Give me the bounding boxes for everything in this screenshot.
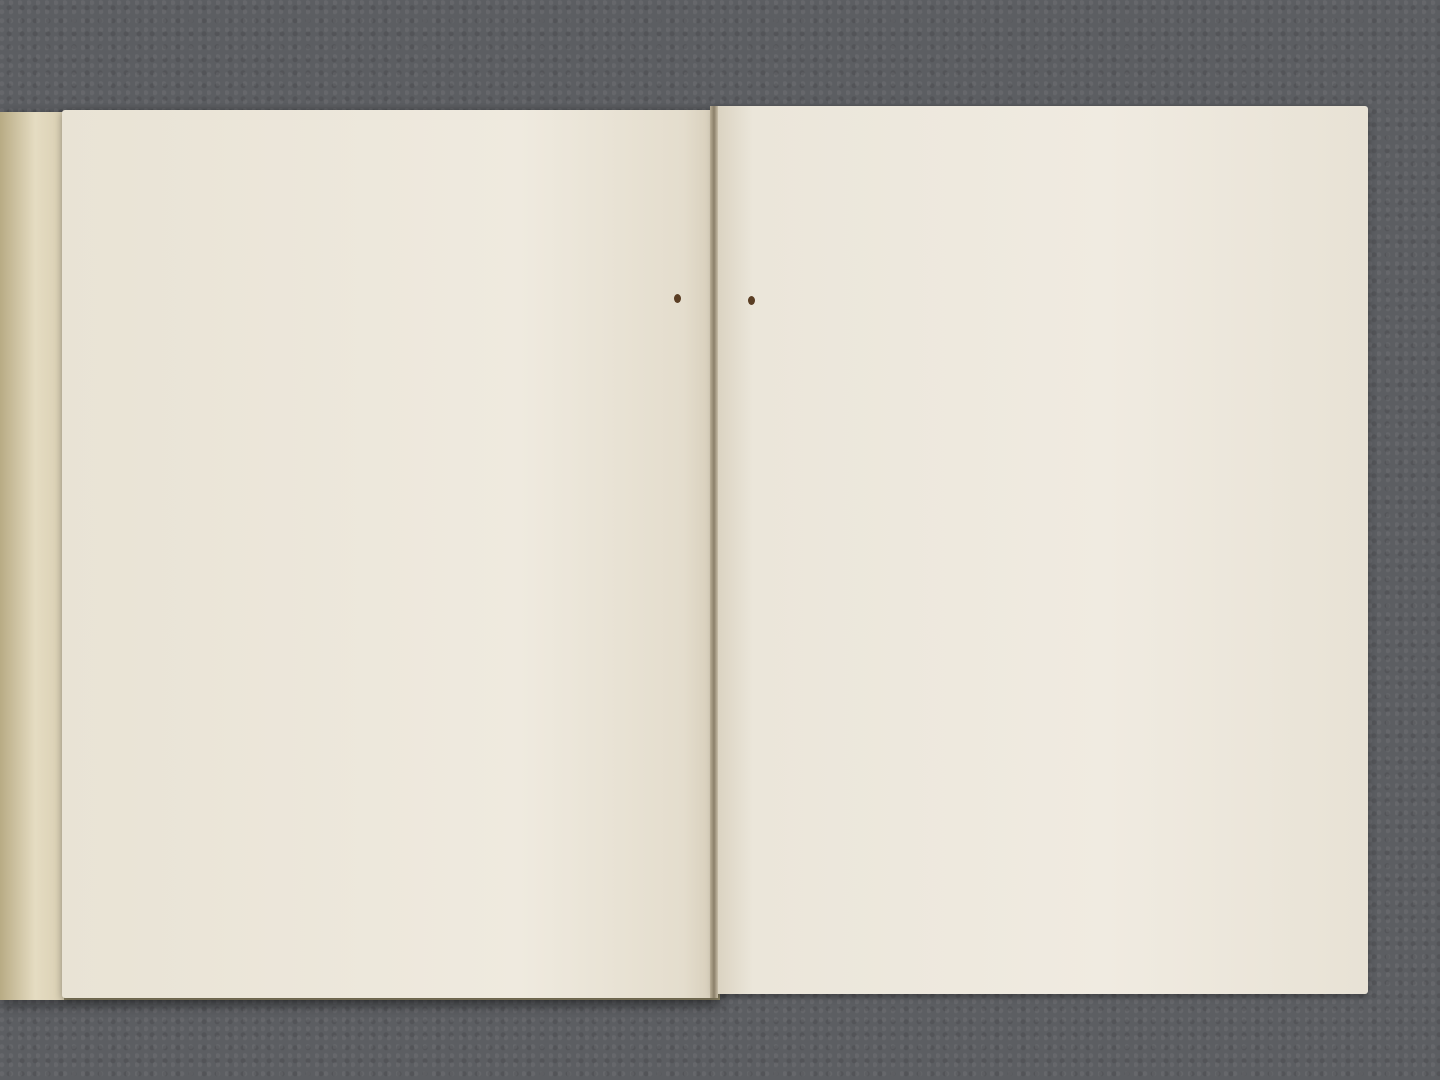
book-page-edges [0,112,64,1000]
binding-hole [674,294,681,303]
right-page [714,106,1368,994]
binding-hole [748,296,755,305]
book-gutter [710,106,718,998]
left-page [62,110,716,998]
